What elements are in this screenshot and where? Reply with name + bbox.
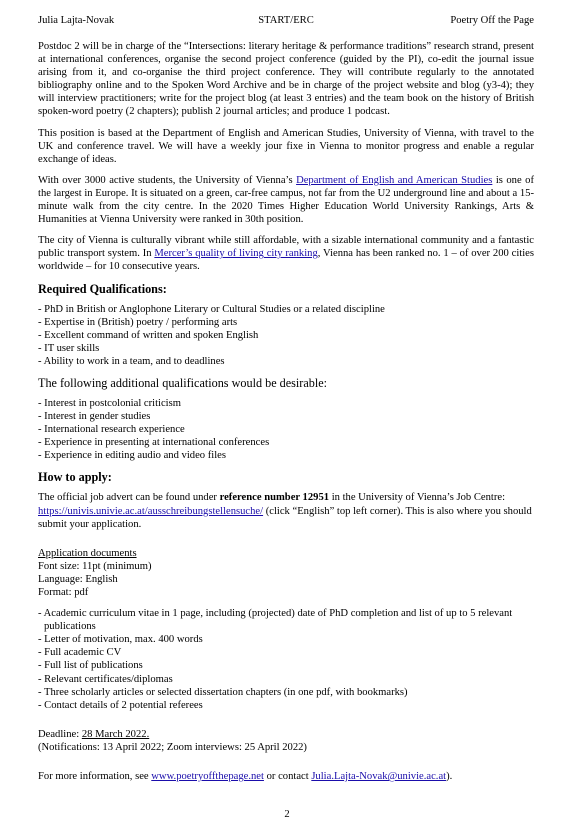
required-qualifications-list: [38, 303, 534, 368]
how-to-apply-heading: How to apply:: [38, 470, 112, 485]
list-item: - Ability to work in a team, and to deadlines: [38, 355, 225, 367]
document-body: [38, 40, 534, 783]
font-size-requirement: Font size: 11pt (minimum): [38, 560, 152, 572]
job-centre-link[interactable]: https://univis.univie.ac.at/ausschreibungstellensuche/: [38, 505, 264, 517]
language-requirement: Language: English: [38, 573, 118, 585]
list-item: - Full academic CV: [38, 647, 122, 659]
application-documents-list: [38, 607, 534, 712]
list-item: - Relevant certificates/diplomas: [38, 673, 173, 685]
list-item: - Expertise in (British) poetry / performing arts: [38, 316, 238, 328]
list-item: - Academic curriculum vitae in 1 page, including (projected) date of PhD completion and list of up to 5 relevant publications: [38, 608, 513, 633]
page-header: [38, 14, 534, 28]
header-project: START/ERC: [258, 15, 314, 26]
mercer-ranking-link[interactable]: Mercer’s quality of living city ranking: [154, 248, 318, 260]
reference-number: reference number 12951: [219, 492, 330, 504]
list-item: - Three scholarly articles or selected dissertation chapters (in one pdf, with bookmarks): [38, 686, 408, 698]
apply-paragraph: [38, 491, 534, 530]
contact-text-middle: or contact: [263, 771, 312, 783]
city-paragraph: [38, 234, 534, 273]
page-number: 2: [284, 809, 290, 820]
desirable-qualifications-heading: The following additional qualifications would be desirable:: [38, 375, 328, 390]
list-item: - Experience in editing audio and video files: [38, 450, 226, 462]
header-title: Poetry Off the Page: [450, 15, 534, 26]
list-item: - Excellent command of written and spoken English: [38, 329, 259, 341]
location-paragraph: This position is based at the Department of English and American Studies, University of Vienna, with travel to the UK and conference travel. We will have a weekly jour fixe in Vienna to monitor progress and enable a regular exchange of ideas.: [38, 127, 534, 165]
list-item: - Interest in postcolonial criticism: [38, 397, 181, 409]
list-item: - Experience in presenting at international conferences: [38, 437, 270, 449]
apply-text-after: (click “English” top left corner). This is also where you should submit your application.: [38, 505, 532, 530]
list-item: - PhD in British or Anglophone Literary or Cultural Studies or a related discipline: [38, 303, 385, 315]
application-documents-heading: Application documents: [38, 547, 137, 559]
contact-text-before: For more information, see: [38, 771, 152, 783]
apply-text-middle: in the University of Vienna’s Job Centre:: [329, 492, 506, 504]
email-link[interactable]: Julia.Lajta-Novak@univie.ac.at: [311, 771, 447, 783]
deadline-date: 28 March 2022.: [81, 728, 150, 740]
list-item: - International research experience: [38, 424, 185, 436]
department-link[interactable]: Department of English and American Studies: [296, 174, 493, 186]
list-item: - Letter of motivation, max. 400 words: [38, 634, 203, 646]
list-item: - Interest in gender studies: [38, 411, 151, 423]
list-item: - Contact details of 2 potential referees: [38, 699, 203, 711]
contact-line: [38, 770, 534, 783]
required-qualifications-heading: Required Qualifications:: [38, 281, 167, 296]
department-text-after: is one of the largest in Europe. It is situated on a green, car-free campus, not far from the U2 underground line and about a 15-minute walk from the city centre. In the 2020 Times Higher Education World University Rankings, Arts & Humanities at Vienna University were ranked in 30th position.: [38, 174, 534, 226]
format-requirement: Format: pdf: [38, 587, 89, 598]
list-item: - IT user skills: [38, 342, 100, 354]
deadline-label: Deadline:: [38, 728, 82, 740]
city-text-after: , Vienna has been ranked no. 1 – of over 200 cities worldwide – for 10 consecutive years.: [38, 248, 534, 273]
website-link[interactable]: www.poetryoffthepage.net: [151, 771, 264, 783]
desirable-qualifications-list: [38, 397, 534, 462]
header-author: Julia Lajta-Novak: [38, 15, 115, 26]
contact-text-after: ).: [446, 771, 453, 783]
list-item: - Full list of publications: [38, 660, 143, 672]
apply-text-before: The official job advert can be found under: [38, 492, 220, 504]
notifications-line: (Notifications: 13 April 2022; Zoom interviews: 25 April 2022): [38, 741, 307, 753]
postdoc2-paragraph: Postdoc 2 will be in charge of the “Intersections: literary heritage & performance traditions” research strand, present at international conferences, organise the second project conference (guided by the PI), co-edit the journal issue arising from it, and co-organise the third project conference. They will contribute regularly to the annotated bibliography online and to the Spoken Word Archive and be in charge of the project website and blog (y3-4); they will interview practitioners; write for the project blog (at least 3 entries) and the team book on the history of British spoken-word poetry (2 chapters); publish 2 journal articles; and produce 1 podcast.: [38, 41, 534, 118]
department-text-before: With over 3000 active students, the University of Vienna’s: [38, 174, 297, 186]
city-text-before: The city of Vienna is culturally vibrant while still affordable, with a sizable international community and a fantastic public transport system. In: [38, 235, 534, 260]
deadline-line: [38, 728, 534, 741]
department-paragraph: [38, 174, 534, 226]
